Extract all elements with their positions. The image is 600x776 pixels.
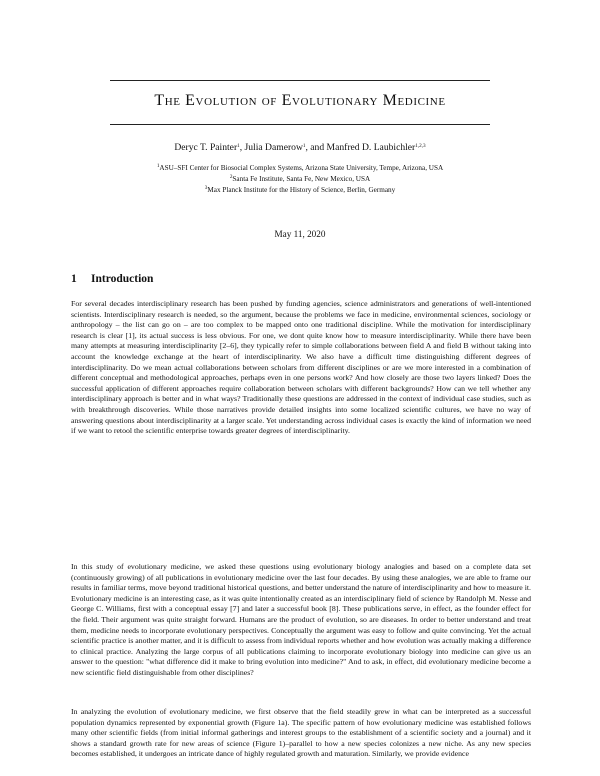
affiliation — [0, 163, 600, 173]
body-paragraph: For several decades interdisciplinary research has been pushed by funding agencies, science administrators and generations of well-intentioned scientists. Interdisciplinary research is needed, so the argument, because the problems we face in medicine, environmental sciences, sociology or anthropology – the list can go on – are too complex to be mapped onto one traditional discipline. While the motivation for interdisciplinary research is clear [1], its actual success is less obvious. For one, we dont quite know how to measure interdisciplinarity. While there have been many attempts at measuring interdisciplinarity [2–6], they typically refer to simple collaborations between field A and field B without taking into account the knowledge exchange at the heart of interdisciplinarity. We also have a difficult time distinguishing different degrees of interdisciplinarity. Do we mean actual collaborations between scholars from different disciplines or are we more interested in a combination of different conceptual and methodological approaches, perhaps even in one persons work? And how closely are those two layers linked? Does the successful application of different approaches require collaboration between scholars with different backgrounds? How can we tell whether any interdisciplinary approach is better and in what ways? Traditionally these questions are addressed in the context of individual case studies, such as with breakthrough discoveries. While those narratives provide detailed insights into some localized scientific cultures, we have no way of answering questions about interdisciplinarity at a larger scale. Yet understanding across individual cases is exactly the kind of information we need if we want to retool the scientific enterprise towards greater degrees of interdisciplinarity. — [71, 299, 531, 436]
author-name: Julia Damerow — [244, 142, 303, 153]
affiliation-text: Max Planck Institute for the History of Science, Berlin, Germany — [207, 186, 396, 194]
paper-title: The Evolution of Evolutionary Medicine — [154, 92, 446, 109]
section-heading — [71, 273, 153, 285]
affiliation-text: ASU–SFI Center for Biosocial Complex Systems, Arizona State University, Tempe, Arizona, USA — [159, 164, 444, 172]
title-bottom-rule — [110, 124, 490, 125]
title-top-rule — [110, 80, 490, 81]
author-list — [0, 142, 600, 153]
body-paragraph: In analyzing the evolution of evolutionary medicine, we first observe that the field steadily grew in what can be interpreted as a successful population dynamics represented by exponential growth (Figure 1a). The specific pattern of how evolutionary medicine was established follows many other scientific fields (from initial informal gatherings and interest groups to the establishment of a scientific society and a journal) and it shows a standard growth rate for new areas of science (Figure 1)–parallel to how a new species colonizes a new niche. As any new species becomes established, it undergoes an intricate dance of highly regulated growth and maturation. Similarly, we provide evidence — [71, 707, 531, 759]
author-separator: , and — [305, 142, 327, 153]
section-title: Introduction — [91, 273, 154, 285]
author-name: Deryc T. Painter — [174, 142, 238, 153]
author-affil-sup: 1 — [237, 143, 240, 149]
body-paragraph: In this study of evolutionary medicine, we asked these questions using evolutionary biology analogies and based on a complete data set (continuously growing) of all publications in evolutionary medicine over the last four decades. By using these analogies, we are able to frame our results in familiar terms, move beyond traditional historical questions, and better understand the nature of interdisciplinarity and how to measure it. Evolutionary medicine is an interesting case, as it was quite intentionally created as an interdisciplinary field of science by Randolph M. Nesse and George C. Williams, first with a conceptual essay [7] and later a successful book [8]. These publications serve, in effect, as the founder effect for the field. Their argument was quite straight forward. Humans are the product of evolution, so are diseases. In order to better understand and treat them, medicine needs to incorporate evolutionary perspectives. Conceptually the argument was easy to follow and quite convincing. Yet the actual scientific practice is another matter, and it is difficult to assess from individual reports whether and how evolution was actually making a difference to clinical practice. Analyzing the large corpus of all publications claiming to incorporate evolutionary biology into medicine can give us an answer to the question: "what difference did it make to bring evolution into medicine?" And to ask, in effect, did evolutionary medicine become a new scientific field distinguishable from other disciplines? — [71, 562, 531, 677]
author-separator: , — [239, 142, 245, 153]
affiliation-sup: 1 — [156, 163, 160, 169]
affiliation-text: Santa Fe Institute, Santa Fe, New Mexico, USA — [232, 175, 371, 183]
publication-date: May 11, 2020 — [274, 229, 326, 239]
section-number: 1 — [71, 273, 77, 285]
affiliation — [0, 185, 600, 195]
affiliation — [0, 174, 600, 184]
author-affil-sup: 1 — [302, 143, 306, 149]
affiliation-sup: 3 — [204, 185, 208, 191]
author-affil-sup: 1,2,3 — [415, 143, 426, 149]
author-name: Manfred D. Laubichler — [326, 142, 416, 153]
affiliation-sup: 2 — [229, 174, 233, 180]
